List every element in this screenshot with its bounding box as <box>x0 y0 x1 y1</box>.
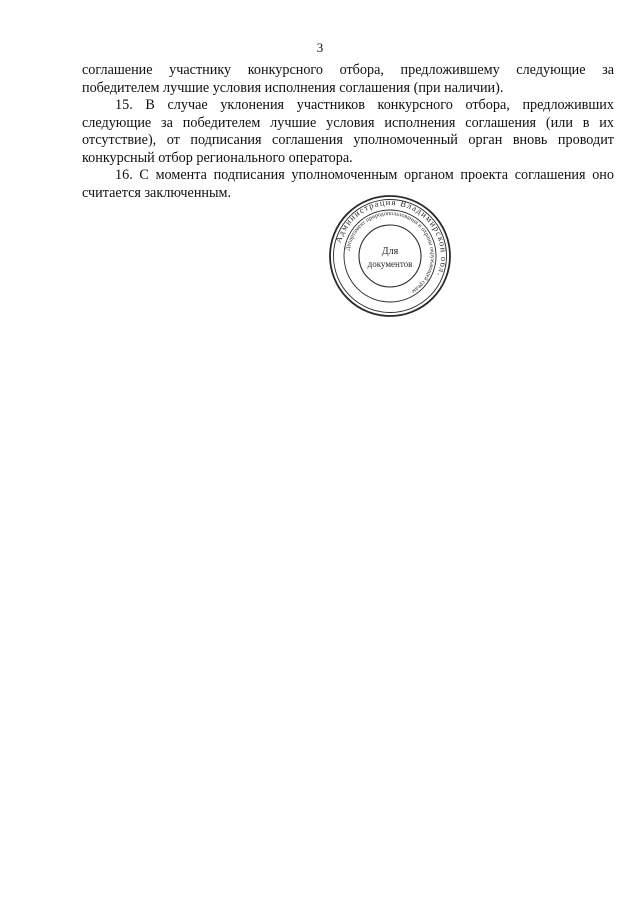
paragraph-15: 15. В случае уклонения участников конкурсного отбора, предложивших следующие за победителем лучшие условия исполнения соглашения (или в их отсутствие), от подписания соглашения уполномоченный орган вновь проводит конкурсный отбор регионального оператора. <box>82 97 614 166</box>
seal-center-line-1: Для <box>381 246 399 257</box>
document-body <box>82 62 614 202</box>
page-number: 3 <box>316 40 324 55</box>
seal-inner-text: Департамент природопользования и охраны окружающей среды <box>345 210 436 295</box>
seal-outer-text: Администрация Владимирской обл. <box>332 196 450 279</box>
seal-image <box>328 194 452 318</box>
paragraph-continuation: соглашение участнику конкурсного отбора, предложившему следующие за победителем лучшие условия исполнения соглашения (при наличии). <box>82 62 614 96</box>
seal-center-line-2: документов <box>367 259 413 269</box>
paragraph-16: 16. С момента подписания уполномоченным органом проекта соглашения оно считается заключенным. <box>82 167 614 201</box>
official-seal <box>328 194 452 318</box>
